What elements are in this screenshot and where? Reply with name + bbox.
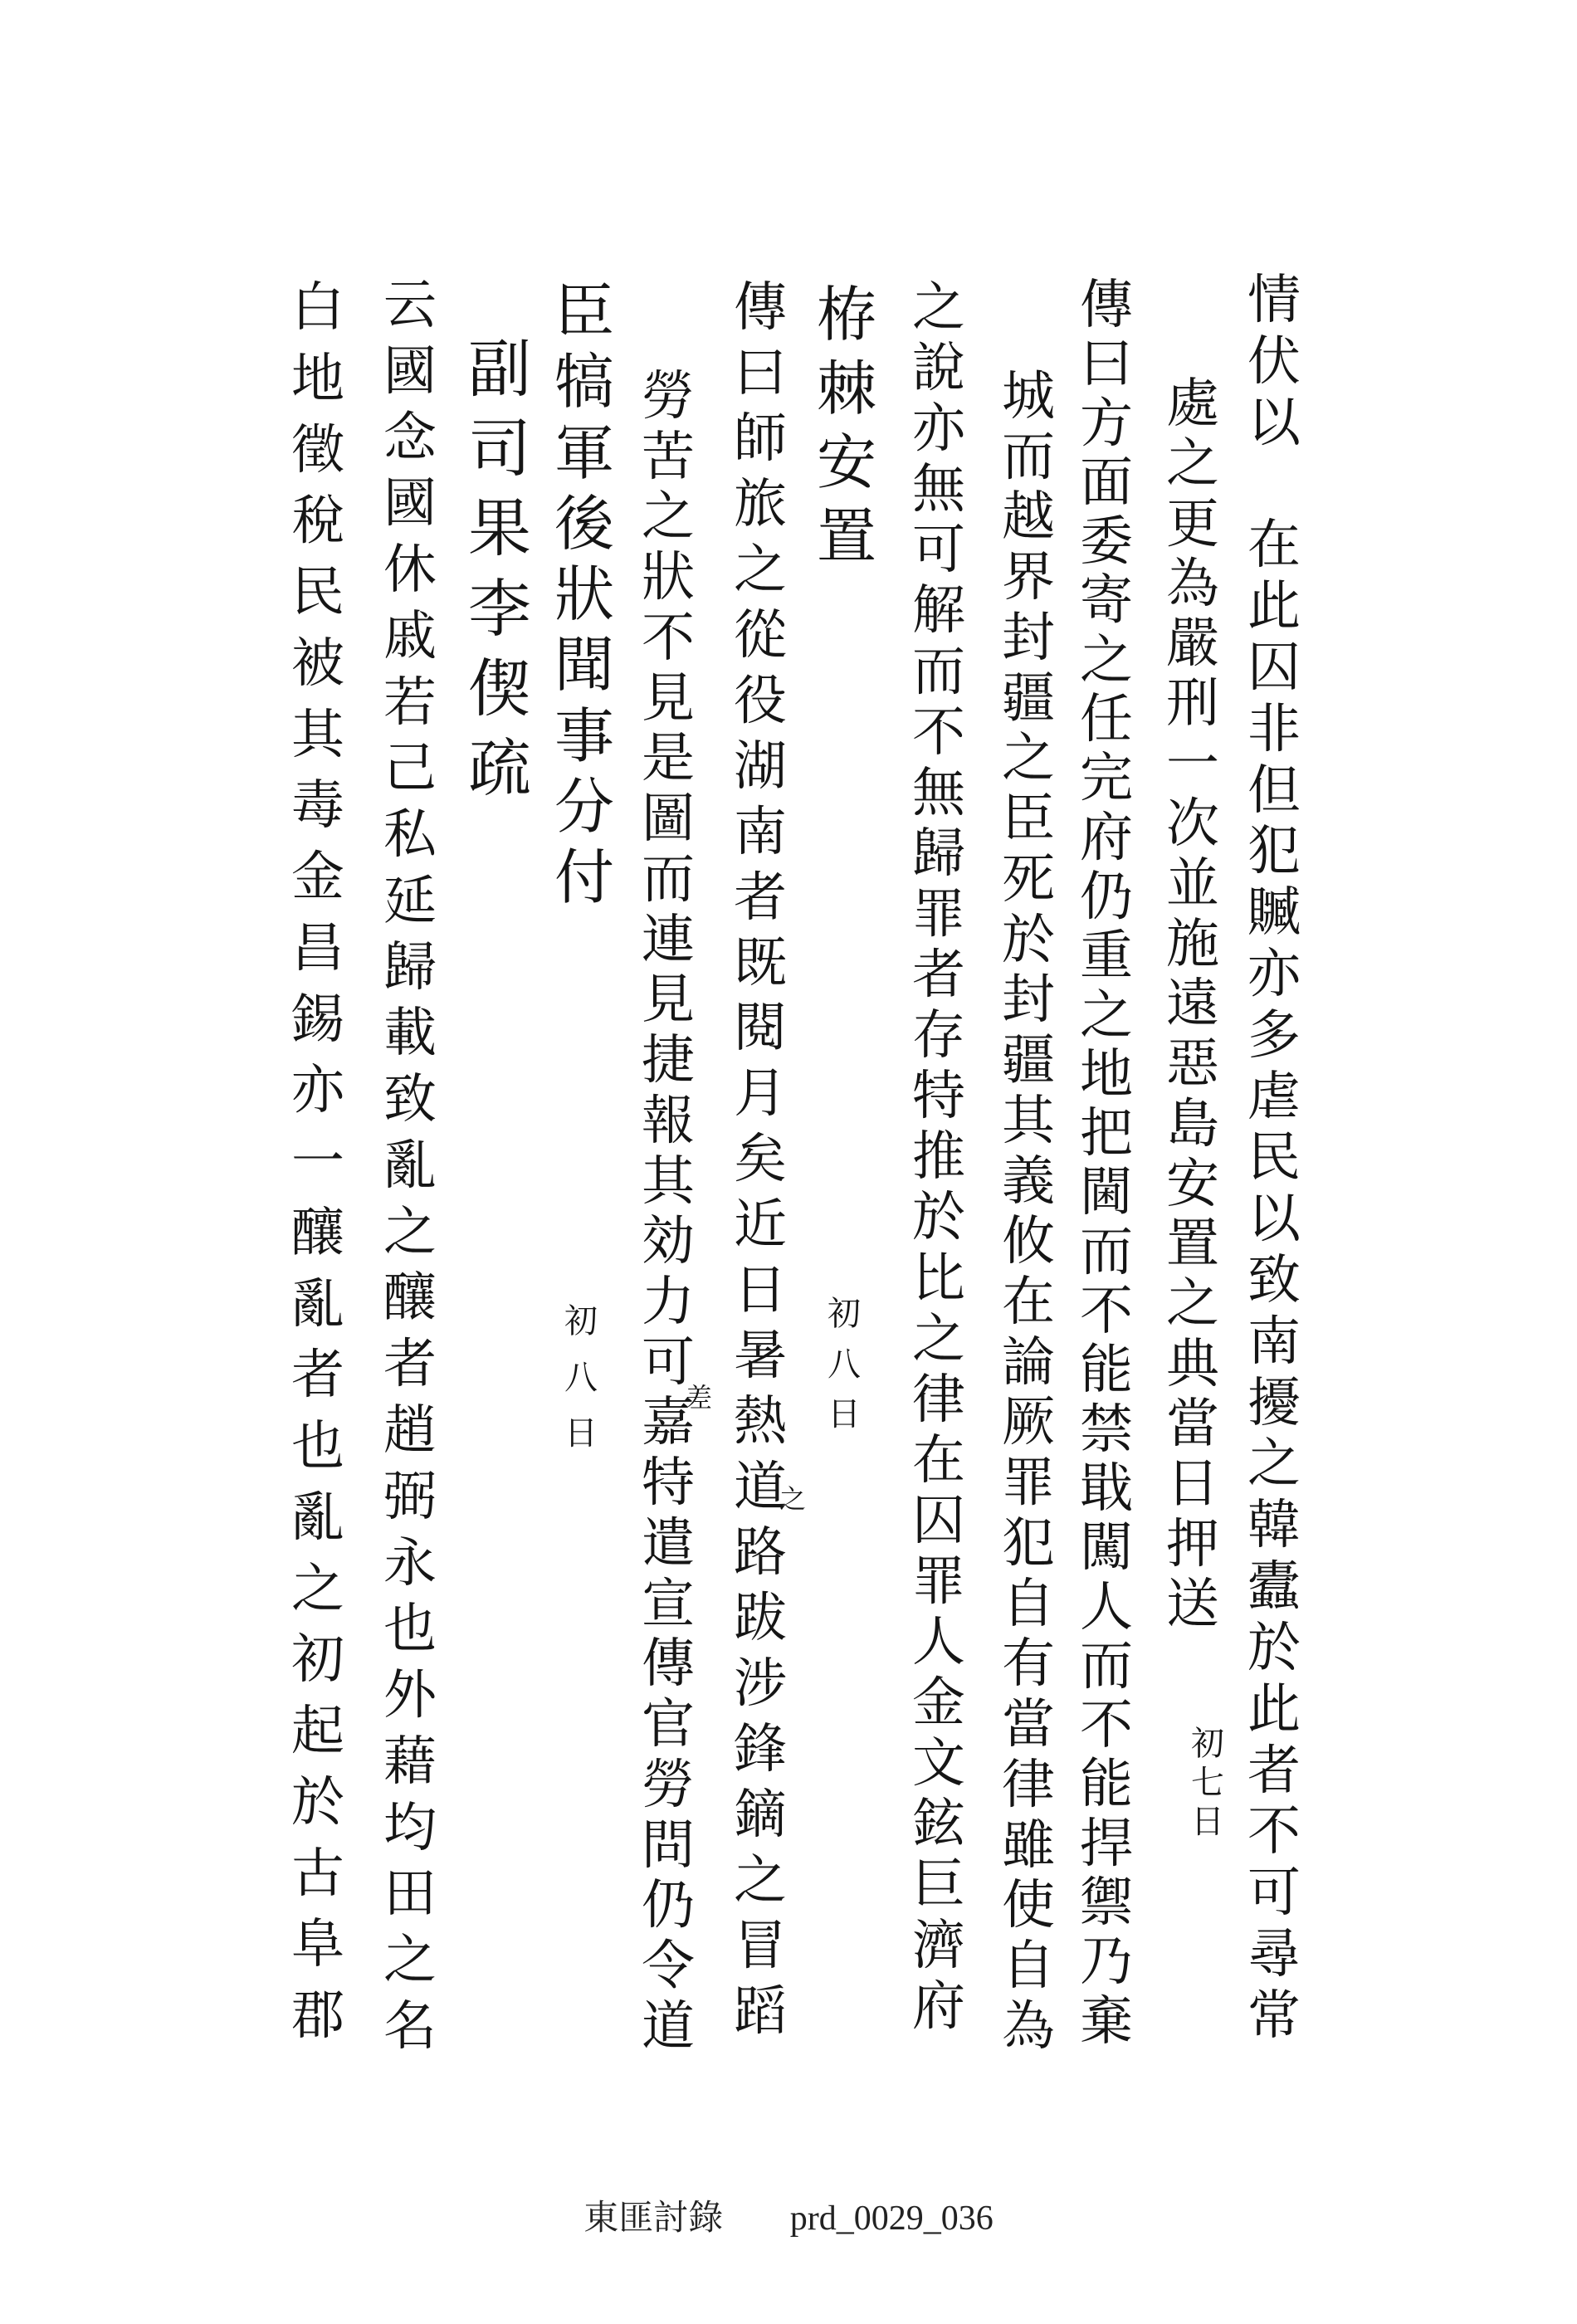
glyph: 歸 bbox=[912, 823, 965, 885]
glyph: 安 bbox=[1166, 1153, 1219, 1215]
glyph: 嘉 bbox=[642, 1392, 695, 1454]
manuscript-column bbox=[723, 277, 798, 2043]
glyph: 南 bbox=[1247, 1311, 1301, 1373]
footer-page-id: prd_0029_036 bbox=[789, 2200, 994, 2238]
glyph: 令 bbox=[642, 1936, 695, 1998]
glyph: 南 bbox=[734, 801, 787, 863]
glyph: 界 bbox=[1002, 547, 1055, 609]
glyph: 苦 bbox=[642, 426, 695, 488]
glyph: 能 bbox=[1080, 1754, 1133, 1816]
manuscript-column bbox=[631, 366, 706, 2058]
glyph: 臣 bbox=[1002, 788, 1055, 851]
glyph: 解 bbox=[912, 580, 965, 642]
glyph: 越 bbox=[1002, 486, 1055, 549]
glyph: 闖 bbox=[1080, 1517, 1133, 1579]
glyph: 亂 bbox=[291, 1487, 344, 1549]
glyph: 日 bbox=[564, 1414, 598, 1452]
glyph: 亦 bbox=[291, 1060, 344, 1122]
manuscript-column bbox=[901, 277, 976, 2038]
glyph: 乃 bbox=[1080, 1931, 1133, 1994]
glyph: 遣 bbox=[642, 1512, 695, 1575]
glyph: 臣 bbox=[554, 276, 614, 346]
glyph: 多 bbox=[1247, 1004, 1301, 1067]
marginal-character: 之 bbox=[779, 1483, 806, 1515]
glyph: 律 bbox=[912, 1369, 965, 1431]
glyph: 亦 bbox=[1247, 943, 1301, 1005]
glyph: 於 bbox=[291, 1771, 344, 1833]
glyph: 初 bbox=[828, 1295, 861, 1333]
glyph: 死 bbox=[1002, 848, 1055, 911]
glyph: 旅 bbox=[734, 473, 787, 535]
glyph: 當 bbox=[1166, 1394, 1219, 1456]
glyph: 律 bbox=[1002, 1754, 1055, 1816]
glyph: 者 bbox=[734, 867, 787, 929]
glyph: 仍 bbox=[642, 1875, 695, 1937]
glyph: 而 bbox=[1002, 426, 1055, 488]
glyph: 之 bbox=[383, 1930, 437, 1992]
glyph: 人 bbox=[912, 1612, 965, 1674]
glyph: 宣 bbox=[642, 1573, 695, 1635]
glyph: 閱 bbox=[734, 998, 787, 1060]
glyph: 棘 bbox=[816, 354, 876, 423]
glyph: 委 bbox=[1080, 511, 1133, 574]
glyph: 日 bbox=[1191, 1803, 1224, 1841]
glyph: 連 bbox=[642, 909, 695, 971]
glyph: 己 bbox=[383, 738, 437, 800]
glyph: 分 bbox=[554, 771, 614, 842]
glyph: 當 bbox=[1002, 1694, 1055, 1756]
glyph: 之 bbox=[1166, 1273, 1219, 1335]
glyph: 國 bbox=[383, 473, 437, 535]
glyph: 近 bbox=[734, 1194, 787, 1257]
glyph: 聞 bbox=[554, 630, 614, 701]
manuscript-column bbox=[809, 280, 884, 571]
glyph: 曰 bbox=[734, 342, 787, 404]
glyph: 此 bbox=[1247, 576, 1301, 638]
glyph: 鋒 bbox=[734, 1718, 787, 1780]
glyph: 厥 bbox=[1002, 1392, 1055, 1454]
glyph: 不 bbox=[1080, 1281, 1133, 1343]
glyph: 戚 bbox=[383, 605, 437, 667]
glyph: 曰 bbox=[1080, 334, 1133, 396]
glyph: 有 bbox=[1002, 1633, 1055, 1696]
glyph: 外 bbox=[383, 1665, 437, 1727]
glyph: 亦 bbox=[912, 398, 965, 461]
manuscript-column bbox=[991, 366, 1066, 2058]
glyph: 圖 bbox=[642, 788, 695, 851]
glyph: 軍 bbox=[554, 417, 614, 488]
glyph: 也 bbox=[291, 1416, 344, 1477]
glyph: 日 bbox=[828, 1395, 861, 1433]
manuscript-column bbox=[547, 276, 622, 912]
glyph: 歸 bbox=[383, 936, 437, 998]
glyph: 毒 bbox=[291, 775, 344, 837]
glyph: 勞 bbox=[642, 366, 695, 427]
glyph: 載 bbox=[383, 1003, 437, 1065]
glyph: 比 bbox=[912, 1247, 965, 1310]
glyph: 延 bbox=[383, 870, 437, 932]
glyph: 禦 bbox=[1080, 1872, 1133, 1935]
glyph: 存 bbox=[912, 1005, 965, 1067]
glyph: 送 bbox=[1166, 1573, 1219, 1635]
glyph: 巨 bbox=[912, 1854, 965, 1916]
glyph: 被 bbox=[291, 632, 344, 695]
glyph: 初 bbox=[291, 1629, 344, 1692]
glyph: 而 bbox=[642, 848, 695, 911]
glyph: 見 bbox=[642, 667, 695, 730]
glyph: 論 bbox=[1002, 1331, 1055, 1394]
glyph: 是 bbox=[642, 728, 695, 790]
glyph: 常 bbox=[1247, 1985, 1301, 2047]
glyph: 濟 bbox=[912, 1915, 965, 1977]
glyph: 任 bbox=[1080, 689, 1133, 751]
glyph: 見 bbox=[642, 969, 695, 1032]
page-footer bbox=[0, 2198, 1577, 2239]
glyph: 攸 bbox=[1002, 1211, 1055, 1273]
glyph: 於 bbox=[1247, 1617, 1301, 1679]
glyph: 推 bbox=[912, 1126, 965, 1189]
glyph: 面 bbox=[1080, 452, 1133, 514]
glyph: 在 bbox=[912, 1429, 965, 1492]
glyph: 義 bbox=[1002, 1150, 1055, 1213]
glyph: 完 bbox=[1080, 748, 1133, 810]
glyph: 並 bbox=[1166, 853, 1219, 915]
glyph: 勞 bbox=[642, 1754, 695, 1816]
glyph: 擾 bbox=[1247, 1372, 1301, 1434]
glyph: 雖 bbox=[1002, 1814, 1055, 1877]
glyph: 亂 bbox=[291, 1273, 344, 1335]
marginal-character: 差 bbox=[685, 1382, 712, 1413]
glyph: 之 bbox=[642, 486, 695, 549]
glyph: 涉 bbox=[734, 1653, 787, 1716]
glyph: 副 bbox=[468, 332, 531, 406]
glyph: 贓 bbox=[1247, 882, 1301, 945]
glyph: 鏑 bbox=[734, 1784, 787, 1846]
glyph: 次 bbox=[1166, 793, 1219, 856]
manuscript-column bbox=[1237, 270, 1311, 2047]
glyph: 者 bbox=[291, 1345, 344, 1407]
glyph: 其 bbox=[642, 1150, 695, 1213]
glyph: 犯 bbox=[1247, 821, 1301, 883]
glyph: 之 bbox=[291, 1558, 344, 1620]
glyph: 捍 bbox=[1080, 1813, 1133, 1875]
glyph: 不 bbox=[912, 701, 965, 764]
glyph: 罪 bbox=[912, 1550, 965, 1613]
glyph: 均 bbox=[383, 1797, 437, 1859]
glyph: 之 bbox=[1080, 984, 1133, 1047]
glyph: 惡 bbox=[1166, 1033, 1219, 1096]
glyph: 昌 bbox=[291, 917, 344, 979]
glyph: 者 bbox=[383, 1334, 437, 1396]
glyph: 八 bbox=[828, 1345, 861, 1384]
glyph: 亂 bbox=[383, 1135, 437, 1197]
glyph: 弼 bbox=[383, 1466, 437, 1528]
glyph: 疏 bbox=[468, 730, 531, 805]
glyph: 報 bbox=[642, 1090, 695, 1152]
glyph: 可 bbox=[912, 520, 965, 582]
glyph: 事 bbox=[554, 701, 614, 771]
glyph: 鉉 bbox=[912, 1794, 965, 1856]
glyph: 郡 bbox=[291, 1985, 344, 2047]
glyph: 之 bbox=[1080, 629, 1133, 691]
glyph: 疆 bbox=[1002, 667, 1055, 730]
glyph: 初 bbox=[1191, 1725, 1224, 1763]
glyph: 古 bbox=[291, 1843, 344, 1905]
glyph: 從 bbox=[734, 604, 787, 666]
manuscript-column bbox=[1069, 275, 1144, 2053]
glyph: 封 bbox=[1002, 969, 1055, 1032]
glyph: 其 bbox=[291, 704, 344, 766]
memorial-heading bbox=[462, 332, 537, 805]
glyph: 私 bbox=[383, 804, 437, 867]
glyph: 置 bbox=[1166, 1213, 1219, 1276]
glyph: 棄 bbox=[1080, 1990, 1133, 2053]
glyph: 蹈 bbox=[734, 1980, 787, 2043]
glyph: 島 bbox=[1166, 1093, 1219, 1155]
glyph: 初 bbox=[564, 1302, 598, 1340]
glyph: 狀 bbox=[554, 559, 614, 629]
manuscript-column bbox=[1155, 374, 1230, 1635]
glyph: 付 bbox=[554, 842, 614, 912]
glyph: 湖 bbox=[734, 735, 787, 798]
glyph: 一 bbox=[291, 1131, 344, 1193]
glyph: 休 bbox=[383, 540, 437, 602]
glyph: 處 bbox=[1166, 374, 1219, 435]
glyph: 文 bbox=[912, 1733, 965, 1795]
glyph: 路 bbox=[734, 1522, 787, 1584]
glyph: 之 bbox=[734, 539, 787, 601]
glyph: 非 bbox=[1247, 698, 1301, 760]
glyph: 不 bbox=[642, 607, 695, 669]
glyph: 官 bbox=[642, 1694, 695, 1756]
glyph: 置 bbox=[816, 501, 876, 571]
glyph: 罪 bbox=[912, 883, 965, 945]
footer-title: 東匪討錄 bbox=[583, 2200, 724, 2238]
glyph: 說 bbox=[912, 338, 965, 400]
glyph: 之 bbox=[734, 1849, 787, 1911]
glyph: 効 bbox=[642, 1211, 695, 1273]
glyph: 府 bbox=[912, 1975, 965, 2038]
glyph: 跋 bbox=[734, 1588, 787, 1650]
glyph: 遠 bbox=[1166, 973, 1219, 1035]
glyph: 問 bbox=[642, 1814, 695, 1877]
glyph: 民 bbox=[291, 562, 344, 623]
glyph: 此 bbox=[1247, 1678, 1301, 1741]
glyph: 果 bbox=[468, 491, 531, 566]
glyph: 釀 bbox=[383, 1267, 437, 1330]
glyph: 若 bbox=[383, 671, 437, 734]
glyph: 起 bbox=[291, 1701, 344, 1762]
date-note bbox=[1184, 1725, 1231, 1841]
glyph: 錫 bbox=[291, 989, 344, 1051]
glyph: 安 bbox=[816, 427, 876, 497]
glyph: 釀 bbox=[291, 1202, 344, 1264]
glyph: 府 bbox=[1080, 807, 1133, 869]
glyph: 致 bbox=[1247, 1250, 1301, 1311]
glyph: 禁 bbox=[1080, 1399, 1133, 1461]
glyph: 為 bbox=[1166, 553, 1219, 615]
glyph: 金 bbox=[291, 847, 344, 908]
glyph: 李 bbox=[468, 571, 531, 646]
glyph: 而 bbox=[912, 641, 965, 703]
manuscript-column bbox=[281, 277, 355, 2047]
glyph bbox=[1237, 457, 1311, 510]
glyph: 地 bbox=[291, 348, 344, 410]
glyph: 在 bbox=[1247, 515, 1301, 577]
glyph: 徵 bbox=[291, 419, 344, 481]
glyph: 栫 bbox=[816, 280, 876, 349]
glyph: 更 bbox=[1166, 493, 1219, 555]
glyph: 狀 bbox=[642, 547, 695, 609]
glyph: 力 bbox=[642, 1272, 695, 1334]
glyph: 之 bbox=[1002, 728, 1055, 790]
glyph: 而 bbox=[1080, 1635, 1133, 1697]
glyph: 其 bbox=[1002, 1090, 1055, 1152]
glyph: 師 bbox=[734, 408, 787, 470]
glyph: 蠹 bbox=[1247, 1556, 1301, 1618]
glyph: 名 bbox=[383, 1995, 437, 2058]
manuscript-column bbox=[373, 275, 447, 2058]
glyph: 可 bbox=[642, 1331, 695, 1394]
glyph: 也 bbox=[383, 1599, 437, 1661]
glyph: 無 bbox=[912, 762, 965, 824]
glyph: 暑 bbox=[734, 1326, 787, 1388]
glyph: 一 bbox=[1166, 733, 1219, 795]
glyph: 於 bbox=[1002, 909, 1055, 971]
glyph: 自 bbox=[1002, 1573, 1055, 1635]
glyph: 囚 bbox=[912, 1490, 965, 1552]
glyph: 後 bbox=[554, 488, 614, 559]
glyph: 道 bbox=[734, 1457, 787, 1519]
glyph: 伏 bbox=[1247, 330, 1301, 393]
glyph: 可 bbox=[1247, 1863, 1301, 1925]
glyph: 既 bbox=[734, 932, 787, 994]
glyph: 尋 bbox=[1247, 1923, 1301, 1985]
glyph: 致 bbox=[383, 1069, 437, 1131]
glyph: 閫 bbox=[1080, 1162, 1133, 1224]
date-note bbox=[821, 1297, 867, 1431]
glyph: 傳 bbox=[1080, 275, 1133, 336]
glyph: 罪 bbox=[1002, 1452, 1055, 1515]
glyph: 封 bbox=[1002, 607, 1055, 669]
glyph: 特 bbox=[912, 1066, 965, 1128]
glyph: 阜 bbox=[291, 1914, 344, 1976]
glyph: 戢 bbox=[1080, 1457, 1133, 1520]
glyph: 押 bbox=[1166, 1513, 1219, 1575]
glyph: 白 bbox=[291, 277, 344, 339]
glyph: 稅 bbox=[291, 491, 344, 553]
glyph: 自 bbox=[1002, 1936, 1055, 1998]
glyph: 嚴 bbox=[1166, 613, 1219, 676]
glyph: 無 bbox=[912, 459, 965, 521]
glyph: 云 bbox=[383, 275, 437, 336]
glyph: 城 bbox=[1002, 366, 1055, 427]
glyph: 偰 bbox=[468, 651, 531, 725]
glyph: 以 bbox=[1247, 392, 1301, 454]
glyph: 道 bbox=[642, 1995, 695, 2058]
glyph: 趙 bbox=[383, 1400, 437, 1462]
glyph: 不 bbox=[1080, 1695, 1133, 1757]
glyph: 國 bbox=[383, 340, 437, 403]
glyph: 典 bbox=[1166, 1333, 1219, 1395]
glyph: 冒 bbox=[734, 1915, 787, 1977]
glyph: 寄 bbox=[1080, 570, 1133, 632]
glyph: 傳 bbox=[642, 1633, 695, 1696]
glyph: 藉 bbox=[383, 1731, 437, 1793]
glyph: 韓 bbox=[1247, 1495, 1301, 1557]
glyph: 捷 bbox=[642, 1030, 695, 1092]
glyph: 熱 bbox=[734, 1391, 787, 1453]
glyph: 特 bbox=[642, 1452, 695, 1515]
glyph: 地 bbox=[1080, 1043, 1133, 1106]
glyph: 在 bbox=[1002, 1272, 1055, 1334]
glyph: 囚 bbox=[1247, 637, 1301, 699]
glyph: 之 bbox=[912, 277, 965, 339]
glyph: 之 bbox=[912, 1308, 965, 1370]
glyph: 永 bbox=[383, 1532, 437, 1594]
glyph: 七 bbox=[1191, 1764, 1224, 1802]
glyph: 矣 bbox=[734, 1129, 787, 1191]
glyph: 之 bbox=[383, 1201, 437, 1263]
glyph: 而 bbox=[1080, 1221, 1133, 1283]
glyph: 方 bbox=[1080, 393, 1133, 455]
glyph: 八 bbox=[564, 1358, 598, 1397]
glyph: 念 bbox=[383, 407, 437, 469]
glyph: 之 bbox=[1166, 433, 1219, 496]
glyph: 人 bbox=[1080, 1576, 1133, 1638]
glyph: 於 bbox=[912, 1187, 965, 1249]
glyph: 之 bbox=[1247, 1433, 1301, 1496]
glyph: 不 bbox=[1247, 1801, 1301, 1863]
glyph: 疆 bbox=[1002, 1030, 1055, 1092]
glyph: 以 bbox=[1247, 1189, 1301, 1251]
glyph: 役 bbox=[734, 670, 787, 732]
glyph: 虐 bbox=[1247, 1066, 1301, 1128]
glyph: 司 bbox=[468, 412, 531, 486]
glyph: 但 bbox=[1247, 759, 1301, 822]
glyph: 民 bbox=[1247, 1127, 1301, 1189]
glyph: 日 bbox=[734, 1260, 787, 1322]
glyph: 者 bbox=[1247, 1740, 1301, 1802]
glyph: 使 bbox=[1002, 1875, 1055, 1937]
glyph: 能 bbox=[1080, 1340, 1133, 1402]
glyph: 傳 bbox=[734, 277, 787, 339]
glyph: 施 bbox=[1166, 913, 1219, 975]
glyph: 仍 bbox=[1080, 866, 1133, 928]
glyph: 金 bbox=[912, 1672, 965, 1735]
glyph: 田 bbox=[383, 1863, 437, 1926]
glyph: 日 bbox=[1166, 1453, 1219, 1516]
glyph: 刑 bbox=[1166, 673, 1219, 735]
glyph: 犯 bbox=[1002, 1512, 1055, 1575]
glyph: 犒 bbox=[554, 347, 614, 417]
glyph: 為 bbox=[1002, 1995, 1055, 2058]
date-note bbox=[558, 1302, 604, 1452]
glyph: 月 bbox=[734, 1063, 787, 1125]
glyph: 情 bbox=[1247, 270, 1301, 331]
glyph: 把 bbox=[1080, 1103, 1133, 1165]
glyph: 重 bbox=[1080, 925, 1133, 988]
glyph: 者 bbox=[912, 945, 965, 1007]
